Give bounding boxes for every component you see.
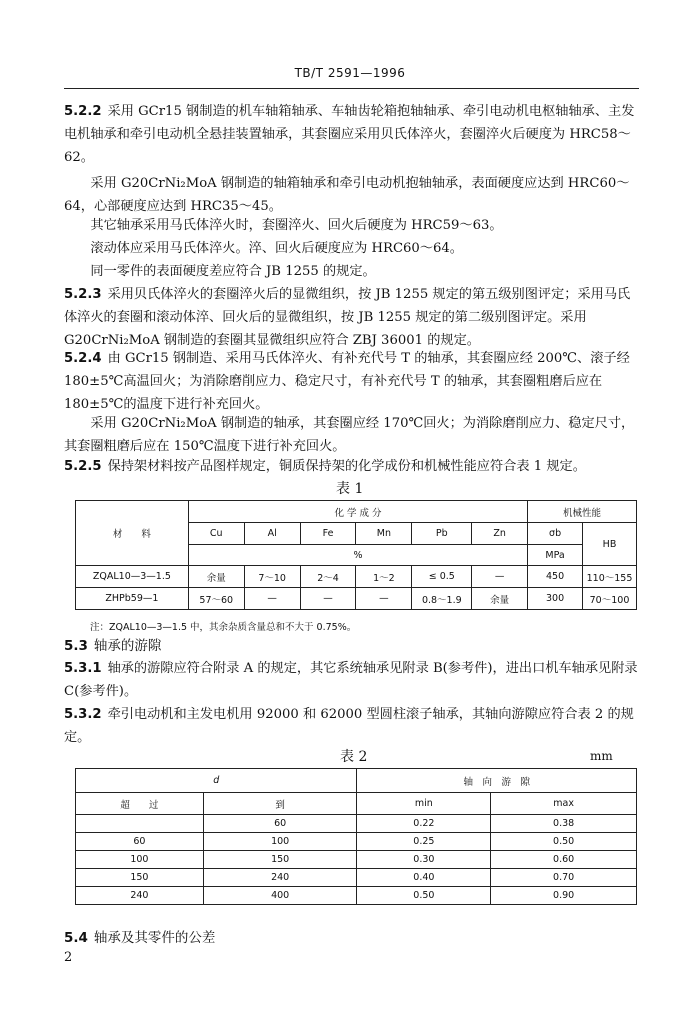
min-header: min [357, 793, 491, 815]
paragraph-martensite-hardness: 其它轴承采用马氏体淬火时，套圈淬火、回火后硬度为 HRC59～63。 [90, 218, 503, 233]
table-cell: 0.30 [357, 851, 491, 869]
element-zn: Zn [472, 523, 528, 545]
table-row [76, 833, 637, 851]
table-cell: 0.60 [491, 851, 637, 869]
table-cell: 0.40 [357, 869, 491, 887]
table-cell: 0.90 [491, 887, 637, 905]
table-cell: 57～60 [188, 588, 244, 610]
chem-composition-header: 化 学 成 分 [188, 501, 527, 523]
clause-5-2-2 [64, 100, 640, 170]
table-cell: 400 [203, 887, 357, 905]
table-cell: 0.25 [357, 833, 491, 851]
mpa-unit: MPa [528, 545, 583, 566]
section-5-3-heading [64, 634, 161, 654]
table-cell: 余量 [472, 588, 528, 610]
over-header: 超 过 [76, 793, 204, 815]
table-cell: — [472, 566, 528, 588]
table-cell: 150 [76, 869, 204, 887]
table-cell: — [244, 588, 300, 610]
table-2-caption: 表 2 [340, 749, 368, 765]
table-cell: 1～2 [356, 566, 412, 588]
clause-number: 5.2.4 [64, 351, 102, 366]
clause-text: 采用 GCr15 钢制造的机车轴箱轴承、车轴齿轮箱抱轴轴承、牵引电动机电枢轴轴承、主发电机轴承和牵引电动机全悬挂装置轴承，其套圈应采用贝氏体淬火，套圈淬火后硬度为 HRC58～62。 [64, 104, 635, 166]
table-cell: 100 [203, 833, 357, 851]
page-number: 2 [64, 950, 73, 965]
max-header: max [491, 793, 637, 815]
table-cell: 0.70 [491, 869, 637, 887]
table-row [76, 588, 637, 610]
paragraph-hardness-difference: 同一零件的表面硬度差应符合 JB 1255 的规定。 [90, 264, 376, 279]
table-row [76, 566, 637, 588]
clause-5-2-3 [64, 283, 640, 353]
table-row [76, 851, 637, 869]
table-cell: 300 [528, 588, 583, 610]
clause-text: 由 GCr15 钢制造、采用马氏体淬火、有补充代号 T 的轴承，其套圈应经 200℃、滚子经 180±5℃高温回火；为消除磨削应力、稳定尺寸，有补充代号 T 的轴承，其套圈粗磨后应在 180±5℃的温度下进行补充回火。 [64, 351, 630, 413]
paragraph-g20crni2moa-hardness: 采用 G20CrNi₂MoA 钢制造的轴箱轴承和牵引电动机抱轴轴承，表面硬度应达到 HRC60～64，心部硬度应达到 HRC35～45。 [64, 176, 630, 215]
table-cell: 0.8～1.9 [412, 588, 472, 610]
element-fe: Fe [300, 523, 356, 545]
material-header: 材 料 [76, 501, 189, 566]
section-title: 轴承及其零件的公差 [93, 930, 216, 946]
table-2-unit: mm [590, 749, 613, 763]
table-cell: — [300, 588, 356, 610]
table-cell: 7～10 [244, 566, 300, 588]
table-row [76, 887, 637, 905]
table-1-caption: 表 1 [336, 481, 364, 497]
table-cell: — [356, 588, 412, 610]
section-number: 5.3 [64, 638, 88, 654]
clause-5-3-2 [64, 703, 640, 749]
table-cell: 0.38 [491, 815, 637, 833]
table-cell: 240 [203, 869, 357, 887]
table-cell: 60 [76, 833, 204, 851]
paragraph-g20crni2moa-tempering: 采用 G20CrNi₂MoA 钢制造的轴承，其套圈应经 170℃回火；为消除磨削应力、稳定尺寸，其套圈粗磨后应在 150℃温度下进行补充回火。 [64, 416, 635, 455]
clause-number: 5.3.2 [64, 707, 102, 722]
table-cell: 60 [203, 815, 357, 833]
mechanical-header: 机械性能 [528, 501, 637, 523]
clause-number: 5.2.2 [64, 104, 102, 119]
header-rule [64, 88, 639, 89]
hb-header: HB [583, 523, 637, 566]
to-header: 到 [203, 793, 357, 815]
sigma-header: σb [528, 523, 583, 545]
clause-text: 采用贝氏体淬火的套圈淬火后的显微组织，按 JB 1255 规定的第五级别图评定；采用马氏体淬火的套圈和滚动体淬、回火后的显微组织，按 JB 1255 规定的第二级别图评定。采用 G20CrNi₂MoA 钢制造的套圈其显微组织应符合 ZBJ 36001 的规定。 [64, 287, 631, 349]
table-cell: 150 [203, 851, 357, 869]
clause-number: 5.2.5 [64, 459, 102, 474]
element-al: Al [244, 523, 300, 545]
clause-number: 5.2.3 [64, 287, 102, 302]
table-row [76, 869, 637, 887]
table-cell: ZQAL10—3—1.5 [76, 566, 189, 588]
table-cell: 70～100 [583, 588, 637, 610]
element-mn: Mn [356, 523, 412, 545]
clause-text: 保持架材料按产品图样规定，铜质保持架的化学成份和机械性能应符合表 1 规定。 [107, 459, 586, 474]
percent-unit: % [188, 545, 527, 566]
table-cell: ≤ 0.5 [412, 566, 472, 588]
element-pb: Pb [412, 523, 472, 545]
table-2 [75, 768, 637, 905]
table-cell [76, 815, 204, 833]
section-title: 轴承的游隙 [93, 638, 162, 654]
table-cell: 2～4 [300, 566, 356, 588]
page-header: TB/T 2591—1996 [294, 66, 406, 80]
clause-number: 5.3.1 [64, 661, 102, 676]
section-5-4-heading [64, 926, 215, 946]
clause-text: 牵引电动机和主发电机用 92000 和 62000 型圆柱滚子轴承，其轴向游隙应符合表 2 的规定。 [64, 707, 634, 746]
clause-5-2-4 [64, 347, 640, 417]
table-cell: 100 [76, 851, 204, 869]
element-cu: Cu [188, 523, 244, 545]
table-1-note: 注：ZQAL10—3—1.5 中，其余杂质含量总和不大于 0.75%。 [90, 622, 357, 633]
table-cell: 110～155 [583, 566, 637, 588]
table-cell: 0.22 [357, 815, 491, 833]
d-header: d [76, 769, 357, 793]
table-cell: 450 [528, 566, 583, 588]
clause-text: 轴承的游隙应符合附录 A 的规定，其它系统轴承见附录 B(参考件)，进出口机车轴承见附录 C(参考件)。 [64, 661, 638, 700]
table-cell: 240 [76, 887, 204, 905]
paragraph-rolling-element: 滚动体应采用马氏体淬火。淬、回火后硬度应为 HRC60～64。 [90, 241, 463, 256]
table-row [76, 815, 637, 833]
table-cell: ZHPb59—1 [76, 588, 189, 610]
table-cell: 余量 [188, 566, 244, 588]
section-number: 5.4 [64, 930, 88, 946]
clause-5-3-1 [64, 657, 640, 703]
axial-clearance-header: 轴 向 游 隙 [357, 769, 637, 793]
table-cell: 0.50 [357, 887, 491, 905]
clause-5-2-5 [64, 455, 640, 478]
table-1 [75, 500, 637, 610]
table-cell: 0.50 [491, 833, 637, 851]
